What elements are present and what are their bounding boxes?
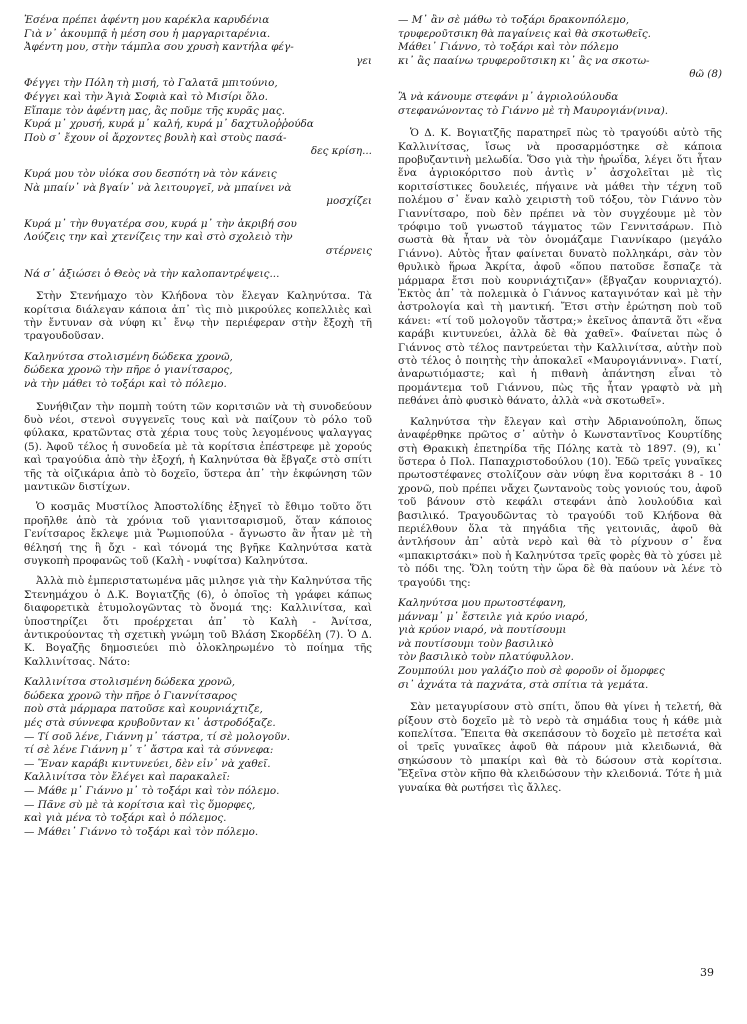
verse-line: σι᾽ ἀχνάτα τὰ παχνάτα, στὰ σπίτια τὰ γεμάτα. xyxy=(398,678,649,691)
verse-line: νὰ τὴν μάθει τὸ τοξάρι καὶ τὸ πόλεμο. xyxy=(24,377,227,390)
verse-line: τὸν βασιλικὸ τοὺν πλατύφυλλον. xyxy=(398,651,574,664)
verse-line: Γιὰ ν᾽ ἀκουμπᾷ ἡ μέση σου ἡ μαργαριταρένια. xyxy=(24,27,271,40)
verse-block xyxy=(24,218,372,259)
verse-line: — Τί σοῦ λένε, Γιάννη μ᾽ τάστρα, τί σὲ μολογοῦν. xyxy=(24,730,291,743)
verse-line: κι᾽ ἂς πααίνω τρυφεροῦτσικη κι᾽ ἂς να σκοτω- xyxy=(398,54,650,67)
paragraph: Ὁ Δ. Κ. Βογιατζῆς παρατηρεῖ πὼς τὸ τραγούδι αὐτὸ τῆς Καλλινίτσας, ἴσως νὰ προσαρμόστηκε σὲ κάποια προβυζαντινὴ μελωδία. Ὅσο γιὰ τὴν ἡρωΐδα, λέγει ὅτι ἦταν ἕνα ἀγριοκόριτσο ποὺ ἀντὶς ν᾽ ἀσχολεῖται μὲ τὶς κοριτσίστικες δουλειές, πήγαινε νὰ μάθει τὴν τέχνη τοῦ πολέμου σ᾽ ἕναν καλὸ χειριστὴ τοῦ τόξου, τὸν Γιάννο τὸν Γιαννίτσαρο, ποὺ δὲν πρέπει νὰ τὸν συγχέουμε μὲ τὸν τρόφιμο τοῦ γνωστοῦ τάγματος τῶν Γεννιτσάρων. Πιὸ σωστὰ θὰ ἦταν νὰ τὸν ὀνομάζαμε Γιαννίκαρο (μεγάλο Γιάννο). Αὐτὸς ἦταν φαίνεται δυνατὸ πολληκάρι, σὰν τὸν θρυλικὸ ἥρωα Ἀκρίτα, ἀφοῦ «ὅπου πατοῦσε ἔσπαζε τὰ μάρμαρα ἔτσι ποὺ κουρνιάχτιζαν» (ἔβγαζαν κουρνιαχτό). Ἐκτὸς ἀπ᾽ τὰ πολεμικὰ ὁ Γιάννος καταγινόταν καὶ μὲ τὴν ἀστρολογία καὶ τὴ μαντική. Ἔτσι στὴν ἐρώτηση ποὺ τοῦ κάνει: «τί τοῦ μολογοῦν τἄστρα;» ἐκεῖνος ἀπαντᾶ ὅτι «ἕνα καράβι κιντυνεύει, ἀλλὰ δὲ θὰ χαθεῖ». Φαίνεται πὼς ὁ Γιάννος στὸ τέλος παντρεύεται τὴν Καλλινίτσα, αὐτὴν ποὺ στὸ τέλος ὁ ποιητὴς τὴν ἀποκαλεῖ «Μαυρογιάννινα». Γιατί, ἀναρωτιόμαστε; καὶ ἡ πιθανὴ ἀπάντηση εἶναι τὸ προμάντεμα τοῦ Γιάννου, πὼς τῆς ἦταν γραφτὸ νὰ μὴ πεθάνει ἀπὸ φυσικὸ θάνατο, ἀλλὰ «νὰ σκοτωθεῖ». xyxy=(398,127,722,408)
verse-line: — Πᾶνε σὺ μὲ τὰ κορίτσια καὶ τὶς ὅμορφες, xyxy=(24,798,256,811)
verse-line: Ζουμπούλι μου γαλάζιο ποὺ σὲ φοροῦν οἱ ὅμορφες xyxy=(398,664,665,677)
verse-block xyxy=(398,14,722,82)
verse-block xyxy=(24,676,372,839)
verse-line: γιὰ κρύον νιαρό, νὰ πουτίσουμι xyxy=(398,624,567,637)
verse-line: μοσχίζει xyxy=(326,195,372,208)
verse-line: Καληνύτσα στολισμένη δώδεκα χρονῶ, xyxy=(24,350,233,363)
verse-line: Φέγγει καὶ τὴν Ἁγιὰ Σοφιὰ καὶ τὸ Μισίρι ὅλο. xyxy=(24,90,268,103)
verse-line: Ἀφέντη μου, στὴν τάμπλα σου χρυσὴ καντήλα φέγ- xyxy=(24,41,294,54)
paragraph: Συνήθιζαν τὴν πομπὴ τούτη τῶν κοριτσιῶν νὰ τὴ συνοδεύουν δυὸ νέοι, στενοὶ συγγενεῖς τους καὶ νὰ παίζουν τὸ ρόλο τοῦ φύλακα, κρατῶντας στὰ χέρια τους τοὺς λεγομένους ψαλαγγας (5). Ἀφοῦ τέλος ἡ συνοδεία μὲ τὰ κορίτσια ἐπέστρεφε μὲ χορούς καὶ τραγούδια ἀπὸ τὴν ἐξοχή, ἡ Καληνύτσα θὰ ἔβγαζε στὸ σπίτι τῆς τὰ οἰζικάρια ἀπὸ τὸ δοχεῖο, ὕστερα ἀπ᾽ τὴν ἐκφώνηση τῶν μαντικῶν διστίχων. xyxy=(24,400,372,493)
verse-line: θῶ (8) xyxy=(689,68,722,81)
paragraph: Σὰν μεταγυρίσουν στὸ σπίτι, ὅπου θὰ γίνει ἡ τελετή, θὰ ρίξουν στὸ δοχεῖο μὲ τὸ νερὸ τὰ σημάδια τους ἡ κάθε μιὰ κοπελίτσα. Ἔπειτα θὰ σκεπάσουν τὸ δοχεῖο μὲ πετσέτα καὶ οἱ τρεῖς γυναῖκες ἀφοῦ θὰ πάρουν μιὰ κλειδωνιά, θὰ σηκώσουν τὸ μπακίρι καὶ θὰ τὸ δώσουν στὰ κορίτσια. Ἔξεῖνα στὸν κῆπο θὰ κλειδώσουν τὴν κλειδονιά. Τότε ἡ μιὰ γυναίκα θὰ ρωτήσει τὶς ἄλλες. xyxy=(398,701,722,794)
verse-line: Καλλινίτσα τὸν ἔλέγει καὶ παρακαλεῖ: xyxy=(24,771,230,784)
left-column xyxy=(24,14,372,848)
verse-line: Ποὺ σ᾽ ἔχουν οἱ ἄρχοντες βουλὴ καὶ στοὺς πασά- xyxy=(24,131,287,144)
verse-line: μές στὰ σύννεφα κρυβοῦνταν κι᾽ ἀστροδόξαζε. xyxy=(24,717,276,729)
verse-line: νὰ πουτίσουμι τοὺν βασιλικὸ xyxy=(398,637,554,650)
verse-block xyxy=(24,351,372,392)
verse-line: Νὰ μπαίν᾽ νὰ βγαίν᾽ νὰ λειτουργεῖ, νὰ μπαίνει νὰ xyxy=(24,181,292,194)
verse-line: τρυφεροῦτσικη θὰ παγαίνεις καὶ θὰ σκοτωθεῖς. xyxy=(398,27,651,40)
verse-line: Κυρά μ᾽ τὴν θυγατέρα σου, κυρά μ᾽ τὴν ἀκριβή σου xyxy=(24,217,297,230)
verse-line: δες κρίση... xyxy=(310,145,372,158)
verse-line: καὶ γιὰ μένα τὸ τοξάρι καὶ ὁ πόλεμος. xyxy=(24,812,227,825)
verse-line: μάνναμ᾽ μ᾽ ἔστειλε γιὰ κρύο νιαρό, xyxy=(398,610,588,623)
verse-line: Ἐσένα πρέπει ἀφέντη μου καρέκλα καρυδένια xyxy=(24,14,270,26)
verse-line: Μάθει᾽ Γιάννο, τὸ τοξάρι καὶ τὸν πόλεμο xyxy=(398,41,619,54)
verse-block xyxy=(24,14,372,68)
verse-line: τί σὲ λένε Γιάννη μ᾽ τ᾽ ἄστρα καὶ τὰ σύννεφα: xyxy=(24,744,274,757)
paragraph: Στὴν Στενήμαχο τὸν Κλήδονα τὸν ἔλεγαν Καληνύτσα. Τὰ κορίτσια διάλεγαν κάποια ἀπ᾽ τὶς πιὸ μικρούλες κοπελλιὲς καὶ τὴν ἔντυναν σὰ νύφη κι᾽ ἔνῳ τὴν περιέφεραν στὴν ἔξοχὴ τῆ τραγουδοῦσαν. xyxy=(24,290,372,343)
verse-block xyxy=(398,597,722,692)
verse-line: — Μ᾽ ἂν σὲ μάθω τὸ τοξάρι δρακονπόλεμο, xyxy=(398,14,630,26)
verse-block xyxy=(24,77,372,159)
verse-line: Εἴπαμε τὸν ἀφέντη μας, ἂς ποῦμε τῆς κυρᾶς μας. xyxy=(24,104,285,117)
verse-line: Καληνύτσα μου πρωτοστέφανη, xyxy=(398,596,566,609)
verse-line: δώδεκα χρονῶ τὴν πῆρε ὁ Γιαννίτσαρος xyxy=(24,689,237,702)
verse-line: στέρνεις xyxy=(325,244,372,257)
paragraph: Ἀλλὰ πιὸ ἐμπεριστατωμένα μᾶς μιλησε γιὰ τὴν Καληνύτσα τῆς Στενημάχου ὁ Δ.Κ. Βογιατζῆς (6), ὁ ὁποῖος τὴ γράφει κάπως διαφορετικὰ ἐτυμολογῶντας τὸ ὄνομά της: Καλλινίτσα, καὶ ὑποστηρίζει ὅτι προέρχεται ἀπ᾽ τὸ Καλὴ - Ἀνίτσα, ἀντικρούοντας τὴ σχετικὴ γνώμη τοῦ Βλάση Σκορδέλη (7). Ὁ Δ. Κ. Βογαζῆς δημοσιεύει πιὸ ὁλοκληρωμένο τὸ ποίημα τῆς Καλλινίτσας. Νάτο: xyxy=(24,575,372,668)
paragraph: Ὁ κοσμᾶς Μυστίλος Ἀποστολίδης ἐξηγεῖ τὸ ἔθιμο τοῦτο ὅτι προῆλθε ἀπὸ τὰ χρόνια τοῦ γιανιτσαρισμοῦ, ὅταν κάποιος Γενίτσαρος ἔκλεψε μιὰ Ῥωμιοπούλα - ἄγνωστο ἂν ἦταν μὲ τὴ θέλησή της ἢ ὄχι - καὶ τόνομά της βγῆκε Καληνύτσα κατὰ συγκοπὴ προφανῶς τοῦ (Καλὴ - νυφίτσα) Καληνύτσα. xyxy=(24,501,372,567)
verse-line: δώδεκα χρονῶ τὴν πῆρε ὁ γιανίτσαρος, xyxy=(24,364,233,377)
verse-line: Ἂ νὰ κάνουμε στεφάνι μ᾽ ἀγριολούλουδα xyxy=(398,90,619,103)
right-column xyxy=(398,14,722,802)
verse-line: Κυρά μου τὸν υἱόκα σου δεσπότη νὰ τὸν κάνεις xyxy=(24,167,277,180)
verse-block xyxy=(24,168,372,209)
paragraph: Καληνύτσα τὴν ἔλεγαν καὶ στὴν Ἀδριανούπολη, ὅπως ἀναφέρθηκε πρῶτος σ᾽ αὐτὴν ὁ Κωνσταντῖνος Κουρτίδης στὴ Θρακικὴ ἐπετηρίδα τῆς Πόλης κατὰ τὸ 1897. (9), κι᾽ ὕστερα ὁ Πολ. Παπαχριστοδούλου (10). Ἐδῶ τρεῖς γυναῖκες πρωτοστέφανες στολίζουν σὰν νύφη ἕνα κοριτσάκι 8 - 10 χρονῶ, ποὺ πρέπει νἄχει ζωντανοὺς τοὺς γονιούς του, ἀφοῦ τοῦ βάνουν στὸ κεφάλι στεφάνι ἀπὸ λουλούδια καὶ βασιλικό. Τραγουδῶντας τὸ τραγούδι τοῦ Κλήδονα θὰ περιέλθουν ὅλα τὰ πηγάδια τῆς γειτονιᾶς, ἀφοῦ θὰ ἀντλήσουν ἀπ᾽ αὐτὰ νερὸ καὶ θὰ τὸ ρίχνουν σ᾽ ἕνα «μπακιρτσάκι» ποὺ ἡ Καληνύτσα τρεῖς φορὲς θὰ τὸ χύσει μὲ τὸ πόδι της. Ὅλη τούτη τὴν ὥρα δὲ θὰ παύουν νὰ λένε τὸ τραγούδι της: xyxy=(398,415,722,589)
verse-line: Νά σ᾽ ἀξιώσει ὁ Θεὸς νὰ τὴν καλοπαντρέψεις... xyxy=(24,267,280,280)
verse-line: — Ἕναν καράβι κιντυνεύει, δὲν εἶν᾽ νὰ χαθεῖ. xyxy=(24,757,271,770)
verse-line: Λούζεις την καὶ χτενίζεις την καὶ στὸ σχολειὸ τὴν xyxy=(24,231,293,244)
verse-line: στεφανώνοντας τὸ Γιάννο μὲ τὴ Μαυρογιάν(νινα). xyxy=(398,104,669,117)
verse-line: ποὺ στὰ μάρμαρα πατοῦσε καὶ κουρνιάχτιζε, xyxy=(24,703,263,716)
verse-block xyxy=(24,268,372,282)
verse-line: γει xyxy=(356,54,372,67)
verse-line: Καλλινίτσα στολισμένη δώδεκα χρονῶ, xyxy=(24,676,236,689)
verse-line: Κυρά μ᾽ χρυσή, κυρά μ᾽ καλή, κυρά μ᾽ δαχτυλοῤῥούδα xyxy=(24,118,314,131)
verse-line: — Μάθει᾽ Γιάννο τὸ τοξάρι καὶ τὸν πόλεμο. xyxy=(24,825,259,838)
page-number: 39 xyxy=(700,966,714,979)
verse-block xyxy=(398,91,722,118)
verse-line: Φέγγει τὴν Πόλη τὴ μισή, τὸ Γαλατᾶ μπιτούνιο, xyxy=(24,77,278,90)
verse-line: — Μάθε μ᾽ Γιάννο μ᾽ τὸ τοξάρι καὶ τὸν πόλεμο. xyxy=(24,784,280,797)
